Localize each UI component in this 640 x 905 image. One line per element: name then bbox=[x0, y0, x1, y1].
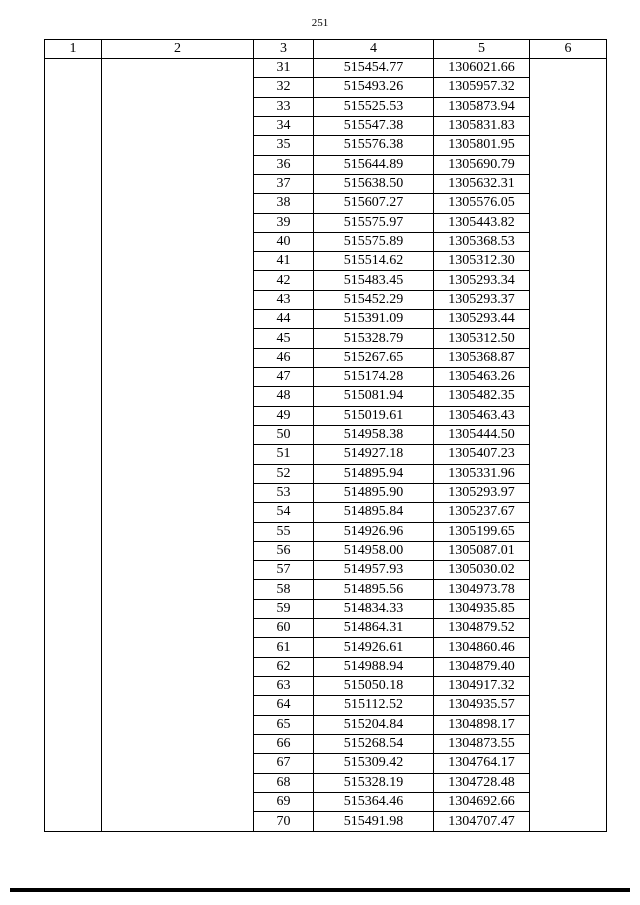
x-coordinate-cell: 515391.09 bbox=[314, 310, 434, 329]
point-number-cell: 63 bbox=[254, 677, 314, 696]
point-number-cell: 59 bbox=[254, 599, 314, 618]
y-coordinate-cell: 1305368.87 bbox=[434, 348, 530, 367]
y-coordinate-cell: 1304873.55 bbox=[434, 734, 530, 753]
point-number-cell: 46 bbox=[254, 348, 314, 367]
footer-rule bbox=[10, 888, 630, 892]
y-coordinate-cell: 1305030.02 bbox=[434, 561, 530, 580]
x-coordinate-cell: 514895.94 bbox=[314, 464, 434, 483]
column-header-6: 6 bbox=[530, 40, 607, 59]
point-number-cell: 47 bbox=[254, 368, 314, 387]
y-coordinate-cell: 1305293.34 bbox=[434, 271, 530, 290]
point-number-cell: 42 bbox=[254, 271, 314, 290]
y-coordinate-cell: 1304707.47 bbox=[434, 812, 530, 832]
point-number-cell: 64 bbox=[254, 696, 314, 715]
point-number-cell: 40 bbox=[254, 232, 314, 251]
point-number-cell: 62 bbox=[254, 657, 314, 676]
y-coordinate-cell: 1305312.50 bbox=[434, 329, 530, 348]
x-coordinate-cell: 515267.65 bbox=[314, 348, 434, 367]
point-number-cell: 65 bbox=[254, 715, 314, 734]
x-coordinate-cell: 514926.96 bbox=[314, 522, 434, 541]
y-coordinate-cell: 1305463.43 bbox=[434, 406, 530, 425]
point-number-cell: 45 bbox=[254, 329, 314, 348]
x-coordinate-cell: 514988.94 bbox=[314, 657, 434, 676]
x-coordinate-cell: 515174.28 bbox=[314, 368, 434, 387]
point-number-cell: 58 bbox=[254, 580, 314, 599]
x-coordinate-cell: 515204.84 bbox=[314, 715, 434, 734]
point-number-cell: 31 bbox=[254, 59, 314, 78]
x-coordinate-cell: 514927.18 bbox=[314, 445, 434, 464]
y-coordinate-cell: 1304917.32 bbox=[434, 677, 530, 696]
column-header-5: 5 bbox=[434, 40, 530, 59]
point-number-cell: 56 bbox=[254, 541, 314, 560]
y-coordinate-cell: 1305293.97 bbox=[434, 483, 530, 502]
point-number-cell: 48 bbox=[254, 387, 314, 406]
point-number-cell: 41 bbox=[254, 252, 314, 271]
point-number-cell: 36 bbox=[254, 155, 314, 174]
x-coordinate-cell: 515483.45 bbox=[314, 271, 434, 290]
x-coordinate-cell: 515638.50 bbox=[314, 174, 434, 193]
y-coordinate-cell: 1305293.44 bbox=[434, 310, 530, 329]
x-coordinate-cell: 515514.62 bbox=[314, 252, 434, 271]
y-coordinate-cell: 1305444.50 bbox=[434, 425, 530, 444]
x-coordinate-cell: 515309.42 bbox=[314, 754, 434, 773]
page-number: 251 bbox=[311, 17, 329, 29]
point-number-cell: 55 bbox=[254, 522, 314, 541]
x-coordinate-cell: 515576.38 bbox=[314, 136, 434, 155]
x-coordinate-cell: 515019.61 bbox=[314, 406, 434, 425]
y-coordinate-cell: 1305463.26 bbox=[434, 368, 530, 387]
y-coordinate-cell: 1304728.48 bbox=[434, 773, 530, 792]
x-coordinate-cell: 515547.38 bbox=[314, 116, 434, 135]
point-number-cell: 67 bbox=[254, 754, 314, 773]
x-coordinate-cell: 514926.61 bbox=[314, 638, 434, 657]
point-number-cell: 37 bbox=[254, 174, 314, 193]
x-coordinate-cell: 515050.18 bbox=[314, 677, 434, 696]
coordinates-table bbox=[44, 39, 607, 832]
point-number-cell: 53 bbox=[254, 483, 314, 502]
y-coordinate-cell: 1305087.01 bbox=[434, 541, 530, 560]
x-coordinate-cell: 515452.29 bbox=[314, 290, 434, 309]
x-coordinate-cell: 514895.56 bbox=[314, 580, 434, 599]
y-coordinate-cell: 1304973.78 bbox=[434, 580, 530, 599]
point-number-cell: 32 bbox=[254, 78, 314, 97]
y-coordinate-cell: 1305482.35 bbox=[434, 387, 530, 406]
point-number-cell: 68 bbox=[254, 773, 314, 792]
column-2-merged-cell bbox=[102, 59, 254, 832]
x-coordinate-cell: 515268.54 bbox=[314, 734, 434, 753]
y-coordinate-cell: 1305312.30 bbox=[434, 252, 530, 271]
x-coordinate-cell: 514958.38 bbox=[314, 425, 434, 444]
column-1-merged-cell bbox=[45, 59, 102, 832]
y-coordinate-cell: 1305831.83 bbox=[434, 116, 530, 135]
point-number-cell: 43 bbox=[254, 290, 314, 309]
x-coordinate-cell: 514864.31 bbox=[314, 619, 434, 638]
y-coordinate-cell: 1305331.96 bbox=[434, 464, 530, 483]
x-coordinate-cell: 515364.46 bbox=[314, 792, 434, 811]
point-number-cell: 69 bbox=[254, 792, 314, 811]
x-coordinate-cell: 515644.89 bbox=[314, 155, 434, 174]
point-number-cell: 44 bbox=[254, 310, 314, 329]
point-number-cell: 54 bbox=[254, 503, 314, 522]
y-coordinate-cell: 1304935.85 bbox=[434, 599, 530, 618]
column-header-1: 1 bbox=[45, 40, 102, 59]
y-coordinate-cell: 1305873.94 bbox=[434, 97, 530, 116]
point-number-cell: 34 bbox=[254, 116, 314, 135]
y-coordinate-cell: 1305957.32 bbox=[434, 78, 530, 97]
column-6-merged-cell bbox=[530, 59, 607, 832]
y-coordinate-cell: 1304692.66 bbox=[434, 792, 530, 811]
y-coordinate-cell: 1304879.52 bbox=[434, 619, 530, 638]
point-number-cell: 70 bbox=[254, 812, 314, 832]
y-coordinate-cell: 1305576.05 bbox=[434, 194, 530, 213]
x-coordinate-cell: 515575.89 bbox=[314, 232, 434, 251]
x-coordinate-cell: 515081.94 bbox=[314, 387, 434, 406]
y-coordinate-cell: 1304764.17 bbox=[434, 754, 530, 773]
x-coordinate-cell: 514958.00 bbox=[314, 541, 434, 560]
y-coordinate-cell: 1305368.53 bbox=[434, 232, 530, 251]
x-coordinate-cell: 515493.26 bbox=[314, 78, 434, 97]
y-coordinate-cell: 1305632.31 bbox=[434, 174, 530, 193]
table-row bbox=[45, 59, 607, 78]
x-coordinate-cell: 515575.97 bbox=[314, 213, 434, 232]
y-coordinate-cell: 1305407.23 bbox=[434, 445, 530, 464]
x-coordinate-cell: 515454.77 bbox=[314, 59, 434, 78]
column-header-4: 4 bbox=[314, 40, 434, 59]
header-row bbox=[45, 40, 607, 59]
x-coordinate-cell: 514957.93 bbox=[314, 561, 434, 580]
point-number-cell: 51 bbox=[254, 445, 314, 464]
y-coordinate-cell: 1305690.79 bbox=[434, 155, 530, 174]
y-coordinate-cell: 1304935.57 bbox=[434, 696, 530, 715]
x-coordinate-cell: 515328.19 bbox=[314, 773, 434, 792]
point-number-cell: 61 bbox=[254, 638, 314, 657]
y-coordinate-cell: 1305293.37 bbox=[434, 290, 530, 309]
x-coordinate-cell: 515525.53 bbox=[314, 97, 434, 116]
y-coordinate-cell: 1304879.40 bbox=[434, 657, 530, 676]
x-coordinate-cell: 515112.52 bbox=[314, 696, 434, 715]
x-coordinate-cell: 515607.27 bbox=[314, 194, 434, 213]
table-body bbox=[45, 59, 607, 832]
column-header-3: 3 bbox=[254, 40, 314, 59]
point-number-cell: 50 bbox=[254, 425, 314, 444]
y-coordinate-cell: 1305199.65 bbox=[434, 522, 530, 541]
x-coordinate-cell: 515491.98 bbox=[314, 812, 434, 832]
y-coordinate-cell: 1305443.82 bbox=[434, 213, 530, 232]
y-coordinate-cell: 1305801.95 bbox=[434, 136, 530, 155]
x-coordinate-cell: 514834.33 bbox=[314, 599, 434, 618]
x-coordinate-cell: 514895.84 bbox=[314, 503, 434, 522]
point-number-cell: 52 bbox=[254, 464, 314, 483]
y-coordinate-cell: 1304898.17 bbox=[434, 715, 530, 734]
point-number-cell: 39 bbox=[254, 213, 314, 232]
point-number-cell: 38 bbox=[254, 194, 314, 213]
point-number-cell: 35 bbox=[254, 136, 314, 155]
y-coordinate-cell: 1306021.66 bbox=[434, 59, 530, 78]
x-coordinate-cell: 515328.79 bbox=[314, 329, 434, 348]
point-number-cell: 33 bbox=[254, 97, 314, 116]
x-coordinate-cell: 514895.90 bbox=[314, 483, 434, 502]
point-number-cell: 49 bbox=[254, 406, 314, 425]
column-header-2: 2 bbox=[102, 40, 254, 59]
point-number-cell: 60 bbox=[254, 619, 314, 638]
point-number-cell: 66 bbox=[254, 734, 314, 753]
point-number-cell: 57 bbox=[254, 561, 314, 580]
y-coordinate-cell: 1304860.46 bbox=[434, 638, 530, 657]
y-coordinate-cell: 1305237.67 bbox=[434, 503, 530, 522]
